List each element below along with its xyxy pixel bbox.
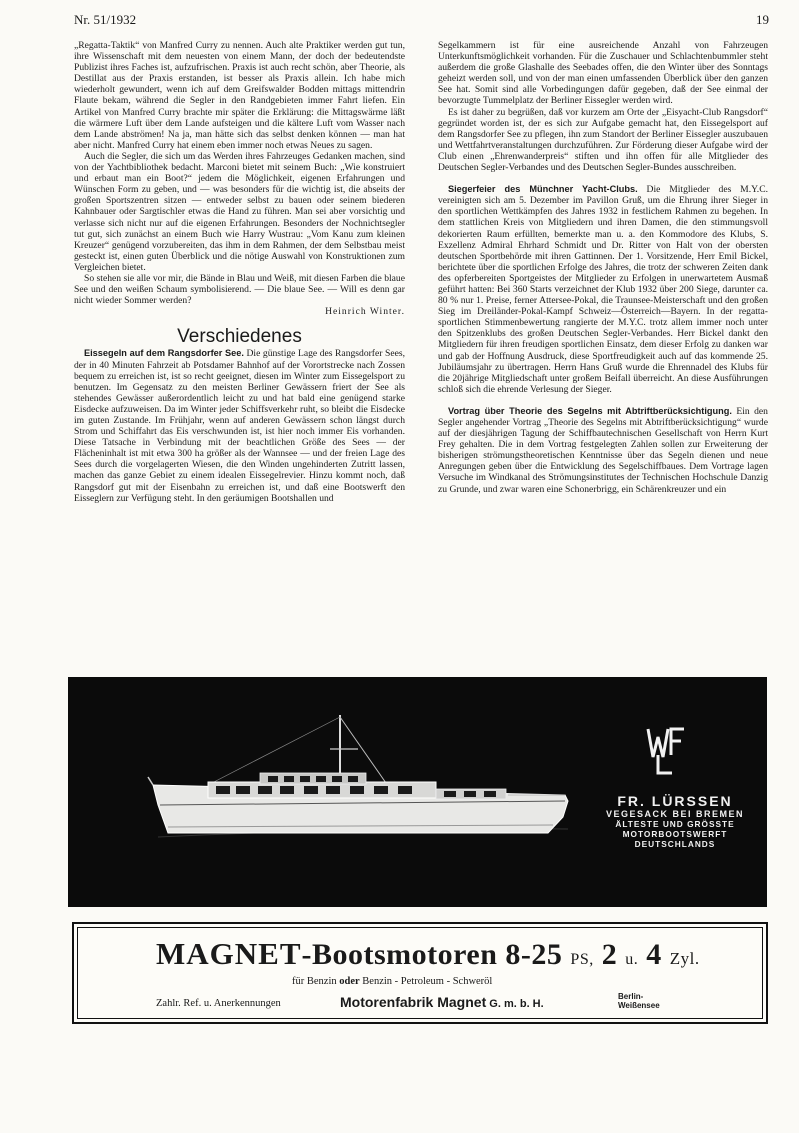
magnet-fuel-line — [292, 976, 492, 987]
magnet-fuel-post: Benzin - Petroleum - Schweröl — [359, 976, 493, 987]
magnet-firm — [340, 994, 544, 1010]
magnet-gmbh: G. m. b. H. — [486, 998, 544, 1010]
magnet-cyl-b: 4 — [646, 938, 662, 971]
magnet-fuel-or: oder — [339, 976, 360, 987]
luerssen-tagline-1: ÄLTESTE UND GRÖSSTE — [615, 819, 735, 829]
author-signature: Heinrich Winter. — [325, 306, 405, 318]
section-title: Verschiedenes — [177, 326, 302, 348]
magnet-city-2: Weißensee — [618, 1001, 660, 1010]
right-column — [438, 40, 768, 495]
magnet-cyl-u: u. — [625, 951, 639, 968]
eissegeln-text: Die günstige Lage des Rangsdorfer Sees, der in 40 Minuten Fahrzeit ab Potsdamer Bahnhof auf der Vorortstrecke nach Zossen bequem zu erreichen ist, ist so recht geeignet, diesen im Winter zum Eissegelsport zu benutzen. Im Gegensatz zu den meisten Berliner Gewässern friert der See als stehendes Gewässer außerordentlich leicht zu und hat bald eine genügend starke Eisdecke aufzuweisen. Da im Winter jeder Schiffsverkehr ruht, so bleibt die Eisdecke im guten Zustande. Im Frühjahr, wenn auf anderen Gewässern schon längst durch Strom und Schiffahrt das Eis verschwunden ist, ist hier noch immer Eis vorhanden. Diese Tatsache in Verbindung mit der beachtlichen Größe des Sees — der Flächeninhalt ist mit etwa 300 ha größer als der Wannsee — und der freien Lage des Sees durch die vorgelagerten Wiesen, die den Winden ungehinderten Zutritt lassen, machen das ganze Gebiet zu einem idealen Eissegelrevier. Hinzu kommt noch, daß Rangsdorf gut mit der Eisenbahn zu erreichen ist, und daß eine Bootswerft den Eisseglern zur Verfügung steht. In den geräumigen Bootshallen und — [74, 348, 405, 504]
magnet-zyl: Zyl. — [669, 949, 700, 968]
luerssen-place: VEGESACK BEI BREMEN — [605, 809, 745, 819]
luerssen-tagline-2: MOTORBOOTSWERFT — [622, 829, 728, 839]
magnet-cyl-a: 2 — [601, 938, 618, 971]
magnet-headline — [156, 936, 700, 972]
curry-paragraph: „Regatta-Taktik“ von Manfred Curry zu nennen. Auch alte Praktiker werden gut tun, ihre Wissenschaft mit dem neuesten von einem Mann, der doch der bedeutendste Publizist ihres Faches ist, aufzufrischen. Praxis ist auch recht schön, aber Theorie, als Destillat aus der Praxis erstanden, ist besser als Praxis allein. Ich habe mich wiederholt gewundert, wenn ich auf dem Greifswalder Bodden mittags mittendrin Flaute bekam, während die Segler in den Randgebieten immer Fahrt liefen. Ein Artikel von Manfred Curry brachte mir später die Erklärung: die Mittagswärme läßt die wärmere Luft über dem Lande aufsteigen und die kältere Luft vom Wasser nach dem Lande abströmen! Na ja, man hätte sich das selbst denken können — man hat aber nicht. Manfred Curry hat einem eben immer noch etwas Neues zu sagen. — [74, 40, 405, 151]
magnet-brand: MAGNET — [156, 936, 302, 971]
luerssen-text-block — [605, 787, 745, 849]
myc-heading: Siegerfeier des Münchner Yacht-Clubs. — [448, 184, 638, 195]
magnet-city — [618, 992, 660, 1010]
left-column — [74, 40, 405, 504]
vortrag-article — [438, 406, 768, 495]
luerssen-monogram-icon — [648, 729, 684, 773]
luerssen-firm: FR. LÜRSSEN — [617, 793, 733, 809]
myc-article — [438, 184, 768, 395]
segelkammern-paragraph: Segelkammern ist für eine ausreichende Anzahl von Fahrzeugen Unterkunftsmöglichkeit vorhanden. Für die Zuschauer und Schlachtenbummler steht außerdem die große Glashalle des Seebades offen, die den Winter über des Sonntags geheizt werden soll, und von der man einen umfassenden Überblick über den ganzen See hat. Somit sind alle Vorbedingungen dafür gegeben, daß der See einmal der bevorzugte Tummelplatz der Berliner Eissegler werden wird. — [438, 40, 768, 107]
magnet-ps: PS, — [570, 951, 594, 968]
magnet-city-1: Berlin- — [618, 992, 644, 1001]
magnet-fuel-pre: für Benzin — [292, 976, 340, 987]
vortrag-text: Ein den Segler angehender Vortrag „Theorie des Segelns mit Abtriftberücksichtigung“ wurde auf der diesjährigen Tagung der Schiffbautechnischen Gesellschaft von Herrn Kurt Frey gehalten. Die in dem Vortrag festgelegten Zahlen sollen zur Erweiterung der bisherigen strömungstheoretischen Kenntnisse über das Segeln dienen und neue Anregungen geben über die Entwicklung des Segelschiffbaues. Dem Vortrage lagen Versuche im Windkanal des Strömungsinstitutes der Technischen Hochschule Danzig zu Grunde, und zwar waren eine Schonerbrigg, ein Schärenkreuzer und ein — [438, 405, 768, 495]
magnet-references: Zahlr. Ref. u. Anerkennungen — [156, 998, 281, 1009]
luerssen-advertisement — [68, 677, 767, 907]
eissegeln-article — [74, 348, 405, 503]
issue-number: Nr. 51/1932 — [74, 12, 137, 27]
vortrag-heading: Vortrag über Theorie des Segelns mit Abtriftberücksichtigung. — [448, 405, 732, 416]
magnet-power: 8-25 — [505, 938, 563, 971]
magnet-firm-name: Motorenfabrik Magnet — [340, 994, 487, 1010]
eissegeln-heading: Eissegeln auf dem Rangsdorfer See. — [84, 348, 244, 359]
luerssen-tagline-3: DEUTSCHLANDS — [634, 839, 716, 849]
magnet-product: -Bootsmotoren — [301, 938, 498, 971]
myc-text: Die Mitglieder des M.Y.C. vereinigten sich am 5. Dezember im Pavillon Gruß, um die Ehrung ihrer Sieger in den sportlichen Wettkämpfen des Jahres 1932 in festlichem Rahmen zu begehen. In dem stattlichen Kreis von Mitgliedern und ihren Damen, die den stimmungsvoll dekorierten Raum erfüllten, bemerkte man u. a. den Kommodore des Klubs, S. Exzellenz Admiral Ehrhard Schmidt und Dr. Ritter von Halt von der obersten deutschen Sportbehörde mit ihren Gattinnen. Der 1. Vorsitzende, Herr Emil Bickel, berichtete über die sportlichen Erfolge des Jahres, die trotz der schweren Zeiten dank des opferbereiten Sportgeistes der Mitglieder zu Erfolgen in unerwartetem Ausmaß geführt hatten: Bei 360 Starts verzeichnet der Klub 1932 über 200 Siege, darunter ca. 80 % nur 1. Preise, ferner Attersee-Pokal, die Traunsee-Meisterschaft und den großen Sieg im Dreiländer-Pokal-Kampf Schweiz—Österreich—Bayern. In der regatta-sportlichen Stimmenbewertung rangierte der M.Y.C. trotz allem immer noch unter den Spitzenklubs des großen Deutschen Segler-Verbandes. Herr Bickel dankt den Mitgliedern für ihren freudigen sportlichen Einsatz, dem dieser Erfolg zu danken war und gab der Hoffnung Ausdruck, diese Sportfreudigkeit auch auf das kommende 25. Jubiläumsjahr zu übertragen. Herrn Hans Gruß wurde die Ehrennadel des Klubs für die 20jährige Mitgliedschaft unter großem Beifall überreicht. An diese Ausführungen schloß sich die ehrende Verlesung der Sieger. — [438, 184, 769, 395]
construction-paragraph: Auch die Segler, die sich um das Werden ihres Fahrzeuges Gedanken machen, sind von der Yachtbibliothek bedacht. Marconi bietet mit seinem Buch: „Wie konstruiert und erbaut man ein Boot?“ jedem die Möglichkeit, eigenen Erfahrungen und Wünschen Form zu geben, und — was besonders für die wichtig ist, die abseits der großen Sportszentren sitzen — entweder selbst zu bauen oder seinem biederen Kahnbauer oder Sargtischler etwas die Hand zu führen. Man sei aber vorsichtig und verlasse sich nicht nur auf die eigenen Erfahrungen. Besonders der Nochnichtsegler tut gut, sich zunächst an einem Buch wie Harry Wustrau: „Vom Kanu zum kleinen Kreuzer“ genügend vorzubereiten, das ihm in dem Rahmen, der dem Selbstbau meist gesteckt ist, einen guten Überblick und die nötige Auswahl von Konstruktionen zum Vergleichen bietet. — [74, 150, 405, 273]
closing-paragraph: So stehen sie alle vor mir, die Bände in Blau und Weiß, mit diesen Farben die blaue See und den weißen Schaum symbolisierend. — Die blaue See. — Will es denn gar nicht wieder Sommer werden? — [74, 272, 405, 307]
eisyacht-club-paragraph: Es ist daher zu begrüßen, daß vor kurzem am Orte der „Eisyacht-Club Rangsdorf“ gegründet worden ist, der es sich zur Aufgabe gemacht hat, den Eissegelsport auf dem Rangsdorfer See zu pflegen, ihn zum Standort der Berliner Eissegler auszubauen und Wettfahrtveranstaltungen durchzuführen. Zur Förderung dieser Aufgabe wird der Club einen „Ehrenwanderpreis“ stiften und ihn offen für alle Mitglieder des Deutschen Segler-Verbandes und des Deutschen Segler-Bundes ausschreiben. — [438, 106, 768, 174]
page-number: 19 — [756, 12, 769, 27]
magnet-advertisement — [72, 922, 768, 1024]
